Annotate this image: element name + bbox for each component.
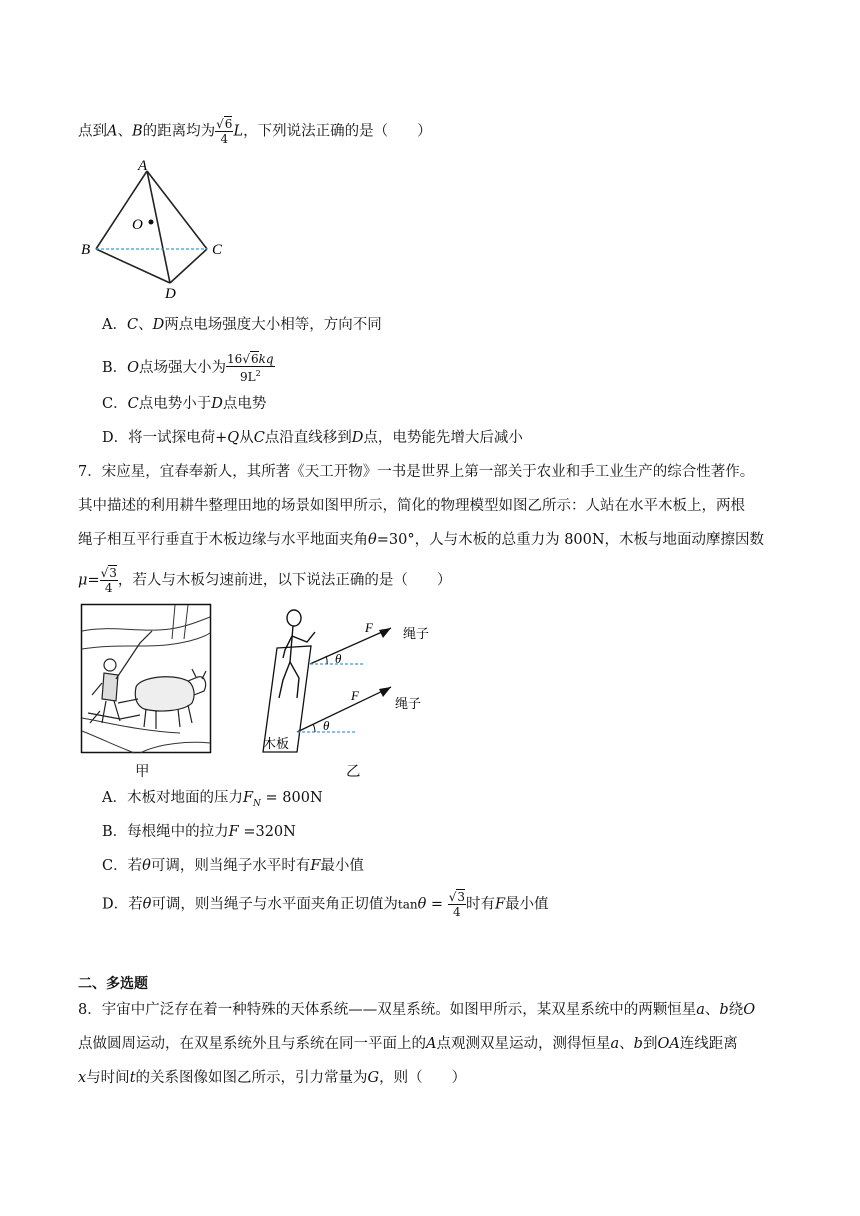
q6-option-d: D．将一试探电荷+Q从C点沿直线移到D点，电势能先增大后减小 — [102, 430, 523, 446]
q7-option-c: C．若θ可调，则当绳子水平时有F最小值 — [102, 858, 364, 874]
label-d: D — [165, 286, 176, 302]
q7-option-b: B．每根绳中的拉力F =320N — [102, 824, 296, 840]
force-label-lower: F — [351, 688, 359, 703]
q6-option-b: B．O点场强大小为 $\frac{16√6kq}{9L^2}$ — [102, 352, 274, 384]
q6-fraction: $\frac{√6}{4}$ — [216, 117, 233, 146]
figure-jia-label: 甲 — [135, 764, 150, 780]
q7-line4: μ= $\frac{√3}{4}$ ，若人与木板匀速前进，以下说法正确的是（ ） — [78, 566, 452, 595]
q7-line3: 绳子相互平行垂直于木板边缘与水平地面夹角θ=30°，人与木板的总重力为 800N，木板与地面动摩擦因数 — [78, 532, 765, 548]
q7-option-a: A．木板对地面的压力$F_N = 800N$ — [102, 790, 323, 809]
mu-fraction: $\frac{√3}{4}$ — [100, 566, 117, 595]
q6-stem: 点到A、B的距离均为 $\frac{√6}{4}$ L，下列说法正确的是（ ） — [78, 117, 432, 146]
point-o — [149, 220, 154, 225]
rope-upper — [310, 628, 391, 664]
board-label: 木板 — [263, 736, 290, 751]
q8-line2: 点做圆周运动，在双星系统外且与系统在同一平面上的A点观测双星运动，测得恒星a、b到OA连线距离 — [78, 1036, 738, 1052]
q8-line3: x与时间t的关系图像如图乙所示，引力常量为G，则（ ） — [78, 1070, 467, 1086]
tetrahedron-figure — [76, 156, 236, 302]
q8-line1: 8．宇宙中广泛存在着一种特殊的天体系统——双星系统。如图甲所示，某双星系统中的两颗恒星a、b绕O — [78, 1002, 756, 1018]
field-fraction: $\frac{16√6kq}{9L^2}$ — [227, 352, 274, 384]
figure-jia-ox-plowing — [80, 603, 212, 754]
tan-fraction: $\frac{√3}{4}$ — [448, 890, 465, 919]
label-o: O — [132, 217, 143, 233]
label-c: C — [212, 242, 223, 258]
q7-line1: 7．宋应星，宜春奉新人，其所著《天工开物》一书是世界上第一部关于农业和手工业生产的综合性著作。 — [78, 464, 755, 480]
q7-option-d: D．若θ可调，则当绳子与水平面夹角正切值为tanθ = $\frac{√3}{4}$ 时有F最小值 — [102, 890, 549, 919]
figure-yi-model — [255, 606, 445, 756]
rope-lower — [297, 687, 391, 732]
label-a: A — [138, 158, 148, 174]
q6-option-c: C．C点电势小于D点电势 — [102, 396, 267, 412]
figure-yi-label: 乙 — [346, 764, 361, 780]
label-b: B — [81, 242, 91, 258]
rope-label-lower: 绳子 — [395, 696, 422, 711]
theta-label-upper: θ — [335, 651, 342, 666]
q7-line2: 其中描述的利用耕牛整理田地的场景如图甲所示，简化的物理模型如图乙所示：人站在水平木板上，两根 — [78, 498, 745, 514]
theta-label-lower: θ — [323, 718, 330, 733]
q6-option-a: A．C、D两点电场强度大小相等，方向不同 — [102, 317, 382, 333]
section-title-multi-choice: 二、多选题 — [78, 976, 148, 992]
rope-label-upper: 绳子 — [403, 626, 430, 641]
force-label-upper: F — [365, 620, 373, 635]
